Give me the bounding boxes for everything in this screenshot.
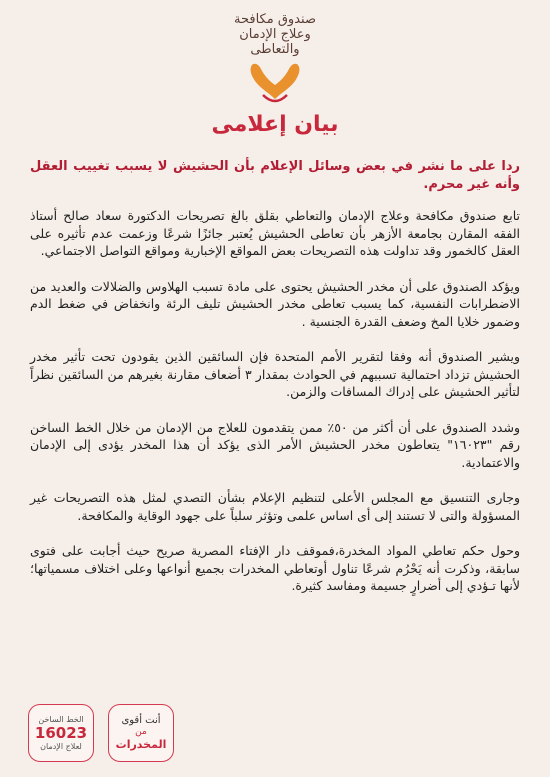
page-title: بيان إعلامى — [211, 112, 339, 137]
paragraph-5: وجارى التنسيق مع المجلس الأعلى لتنظيم الإعلام بشأن التصدي لمثل هذه التصريحات غير المسؤولة والتى لا تستند إلى أى اساس علمى وتؤثر سلباً على جهود الوقاية والمكافحة. — [30, 490, 520, 523]
statement-body — [30, 158, 520, 613]
hotline-badge — [28, 704, 94, 762]
hands-icon — [243, 59, 307, 107]
hotline-label-bottom: لعلاج الإدمان — [40, 741, 82, 751]
paragraph-4: وشدد الصندوق على أن أكثر من ٥٠٪ ممن يتقدمون للعلاج من الإدمان من خلال الخط الساخن رقم "١٦٠٢٣" يتعاطون مخدر الحشيش الأمر الذى يؤكد أن هذا المخدر يؤدى إلى الإدمان والاعتمادية. — [30, 419, 520, 470]
hotline-label-top: الخط الساخن — [38, 714, 84, 724]
slogan-line-2: من — [135, 727, 147, 737]
slogan-line-1: أنت أقوى — [121, 715, 161, 726]
hotline-number: 16023 — [34, 723, 88, 742]
paragraph-1: تابع صندوق مكافحة وعلاج الإدمان والتعاطي بقلق بالغ تصريحات الدكتورة سعاد صالح أستاذ الفقه المقارن بجامعة الأزهر بأن تعاطى الحشيش يُعتبر جائزًا شرعًا وزعمت عدم تأثيره على العقل كالخمور وقد تداولت هذه التصريحات بعض المواقع الإخبارية ومواقع التواصل الاجتماعي. — [30, 208, 520, 258]
footer-badges — [28, 704, 174, 762]
logo-text — [234, 12, 316, 57]
paragraph-2: ويؤكد الصندوق على أن مخدر الحشيش يحتوى على مادة تسبب الهلاوس والضلالات والعديد من الاضطرابات النفسية، كما يسبب تعاطى مخدر الحشيش تليف الرئة وانخفاض في ضغط الدم وضمور خلايا المخ وضعف القدرة الجنسية . — [30, 278, 520, 329]
paragraph-3: ويشير الصندوق أنه وفقا لتقرير الأمم المتحدة فإن السائقين الذين يقودون تحت تأثير مخدر الحشيش تزداد احتمالية تسببهم في الحوادث بمقدار ٣ أضعاف مقارنة بغيرهم من السائقين نظراً لتأثير الحشيش على إدراك المسافات والزمن. — [30, 349, 520, 399]
paragraph-6: وحول حكم تعاطي المواد المخدرة،فموقف دار الإفتاء المصرية صريح حيث أجابت على فتوى سابقة، وذكرت أنه يَحْرُم شرعًا تناول أوتعاطي المخدرات بجميع أنواعها وعلى اختلاف مسمياتها؛ لأنها تـؤدي إلى أضرارٍ جسيمة ومفاسد كثيرة. — [30, 543, 520, 593]
fund-logo — [0, 12, 550, 107]
slogan-badge — [108, 704, 174, 762]
logo-line-2: وعلاج الإدمان — [239, 27, 311, 42]
logo-line-3: والتعاطى — [250, 42, 300, 57]
logo-line-1: صندوق مكافحة — [234, 12, 316, 27]
slogan-line-3: المخدرات — [115, 738, 167, 751]
lead-paragraph: ردا على ما نشر في بعض وسائل الإعلام بأن الحشيش لا يسبب تغييب العقل وأنه غير محرم. — [30, 159, 520, 192]
